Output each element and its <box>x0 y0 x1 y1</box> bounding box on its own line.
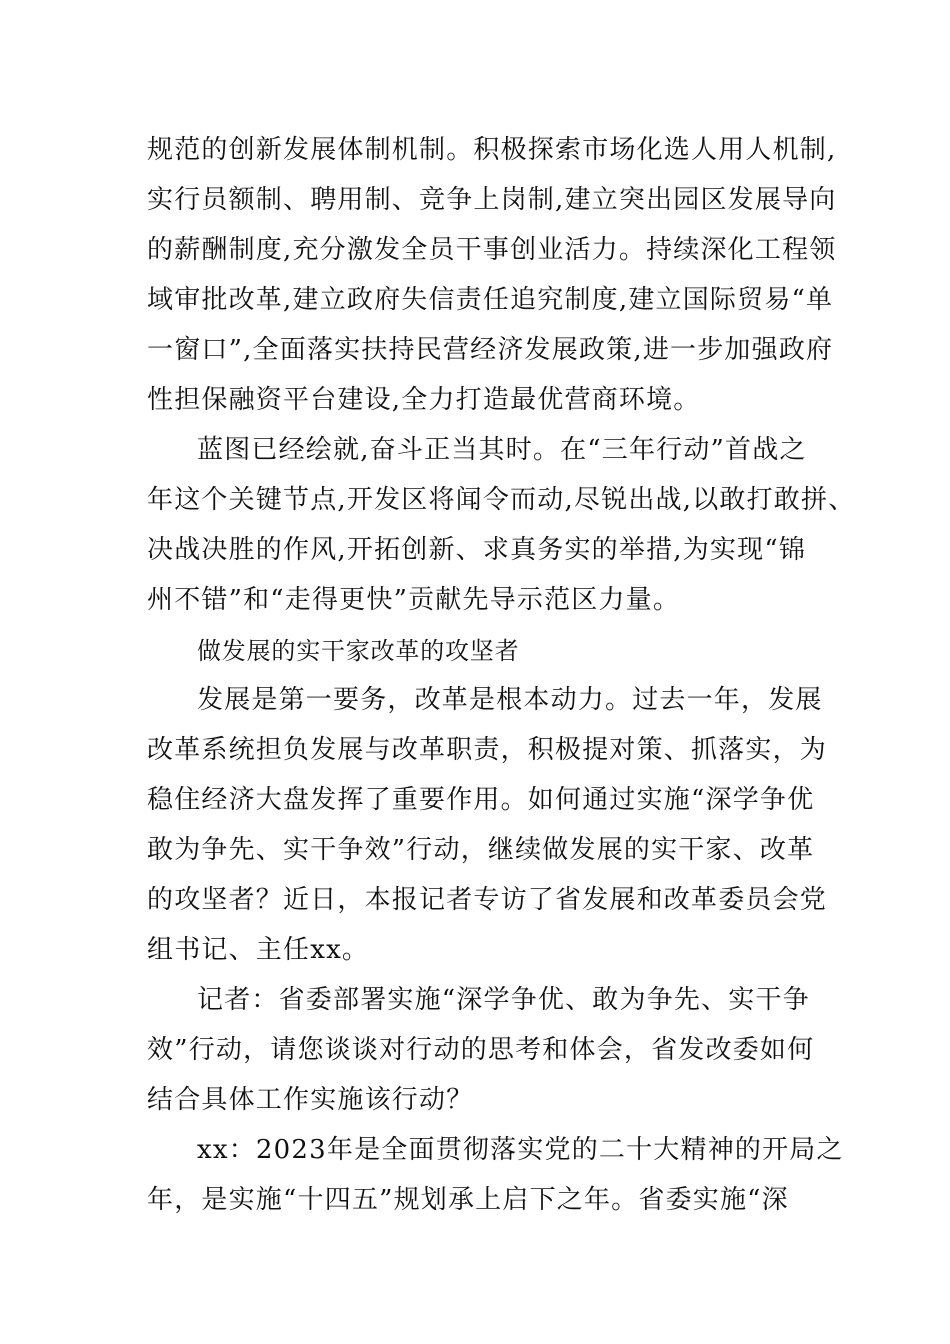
body-text-line: 敢为争先、实干争效”行动，继续做发展的实干家、改革 <box>147 835 815 865</box>
body-text-line: 性担保融资平台建设,全力打造最优营商环境。 <box>147 385 701 415</box>
body-text-line: 实行员额制、聘用制、竞争上岗制,建立突出园区发展导向 <box>147 185 837 215</box>
body-text-line: 州不错”和“走得更快”贡献先导示范区力量。 <box>147 585 681 615</box>
body-text-line: 的攻坚者？近日，本报记者专访了省发展和改革委员会党 <box>147 885 828 915</box>
paragraph-start-line: 蓝图已经绘就,奋斗正当其时。在“三年行动”首战之 <box>197 435 807 465</box>
body-text-line: 年这个关键节点,开发区将闻令而动,尽锐出战,以敢打敢拼、 <box>147 485 856 515</box>
body-text-line: 改革系统担负发展与改革职责，积极提对策、抓落实，为 <box>147 735 828 765</box>
body-text-line: 结合具体工作实施该行动？ <box>147 1085 474 1115</box>
body-text-line: 稳住经济大盘发挥了重要作用。如何通过实施“深学争优 <box>147 785 815 815</box>
body-text-line: 效”行动，请您谈谈对行动的思考和体会，省发改委如何 <box>147 1035 815 1065</box>
section-title: 做发展的实干家改革的攻坚者 <box>197 637 520 665</box>
paragraph-start-line: 发展是第一要务，改革是根本动力。过去一年，发展 <box>197 685 823 715</box>
body-text-line: 域审批改革,建立政府失信责任追究制度,建立国际贸易“单 <box>147 285 834 315</box>
paragraph-start-line: xx：2023年是全面贯彻落实党的二十大精神的开局之 <box>197 1135 844 1165</box>
body-text-line: 规范的创新发展体制机制。积极探索市场化选人用人机制, <box>147 135 837 165</box>
body-text-line: 一窗口”,全面落实扶持民营经济发展政策,进一步加强政府 <box>147 335 834 365</box>
paragraph-start-line: 记者：省委部署实施“深学争优、敢为争先、实干争 <box>197 985 810 1015</box>
body-text-line: 年，是实施“十四五”规划承上启下之年。省委实施“深 <box>147 1185 789 1215</box>
body-text-line: 的薪酬制度,充分激发全员干事创业活力。持续深化工程领 <box>147 235 837 265</box>
body-text-line: 组书记、主任xx。 <box>147 935 370 965</box>
body-text-line: 决战决胜的作风,开拓创新、求真务实的举措,为实现“锦 <box>147 535 807 565</box>
